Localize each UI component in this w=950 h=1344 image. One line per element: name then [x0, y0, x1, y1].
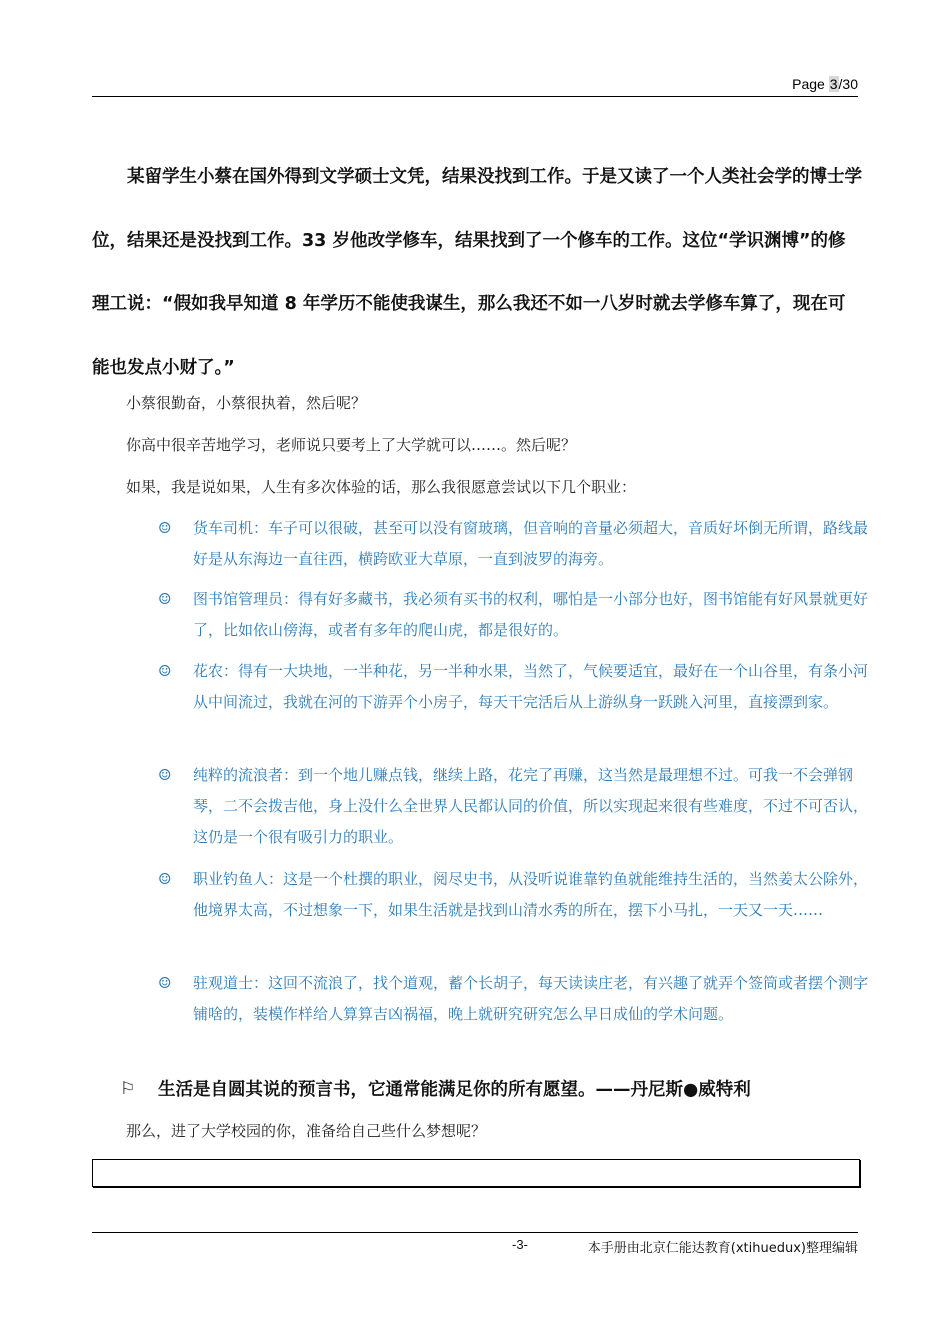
- flag-icon: ⚐: [120, 1078, 136, 1099]
- smiley-icon: ☺: [158, 870, 172, 888]
- current-page: 3: [829, 76, 838, 92]
- story-paragraph: 某留学生小蔡在国外得到文学硕士文凭，结果没找到工作。于是又读了一个人类社会学的博士学位，结果还是没找到工作。33 岁他改学修车，结果找到了一个修车的工作。这位“学识渊博”的修理工说：“假如我早知道 8 年学历不能使我谋生，那么我还不如一八岁时就去学修车算了，现在可能也发点小财了。”: [92, 167, 862, 378]
- footer-page-number: -3-: [512, 1237, 528, 1252]
- job-item: [158, 656, 868, 718]
- footer-credit: 本手册由北京仁能达教育(xtihuedux)整理编辑: [587, 1241, 858, 1256]
- smiley-icon: ☺: [158, 766, 172, 784]
- quote-line: [120, 1076, 751, 1101]
- job-item: [158, 968, 868, 1030]
- page-total: /30: [838, 76, 858, 92]
- job-item: [158, 864, 868, 926]
- page-prefix: Page: [792, 76, 829, 92]
- smiley-icon: ☺: [158, 590, 172, 608]
- answer-box[interactable]: [92, 1159, 860, 1187]
- quote-text: 生活是自圆其说的预言书，它通常能满足你的所有愿望。——丹尼斯●威特利: [158, 1080, 751, 1100]
- question-text: 那么，进了大学校园的你，准备给自己些什么梦想呢？: [126, 1122, 487, 1140]
- smiley-icon: ☺: [158, 974, 172, 992]
- job-item: [158, 513, 868, 575]
- job-text: 职业钓鱼人：这是一个杜撰的职业，阅尽史书，从没听说谁靠钓鱼就能维持生活的，当然姜太公除外，他境界太高，不过想象一下，如果生活就是找到山清水秀的所在，摆下小马扎，一天又一天……: [193, 870, 869, 919]
- page-footer: [92, 1232, 858, 1257]
- job-item: [158, 584, 868, 646]
- smiley-icon: ☺: [158, 662, 172, 680]
- job-text: 驻观道士：这回不流浪了，找个道观，蓄个长胡子，每天读读庄老，有兴趣了就弄个签筒或者摆个测字铺啥的，装模作样给人算算吉凶祸福，晚上就研究研究怎么早日成仙的学术问题。: [193, 974, 869, 1023]
- job-text: 花农：得有一大块地，一半种花，另一半种水果，当然了，气候要适宜，最好在一个山谷里，有条小河从中间流过，我就在河的下游弄个小房子，每天干完活后从上游纵身一跃跳入河里，直接漂到家。: [193, 662, 869, 711]
- page-indicator: [792, 76, 858, 92]
- job-item: [158, 760, 868, 853]
- line-1: 小蔡很勤奋，小蔡很执着，然后呢？: [126, 394, 367, 412]
- job-text: 纯粹的流浪者：到一个地儿赚点钱，继续上路，花完了再赚，这当然是最理想不过。可我一不会弹钢琴，二不会拨吉他，身上没什么全世界人民都认同的价值，所以实现起来很有些难度，不过不可否认，这仍是一个很有吸引力的职业。: [193, 766, 869, 846]
- page-header: [92, 76, 858, 97]
- line-2: 你高中很辛苦地学习，老师说只要考上了大学就可以……。然后呢？: [126, 436, 577, 454]
- job-text: 货车司机：车子可以很破，甚至可以没有窗玻璃，但音响的音量必须超大，音质好坏倒无所谓，路线最好是从东海边一直往西，横跨欧亚大草原，一直到波罗的海旁。: [193, 519, 869, 568]
- job-text: 图书馆管理员：得有好多藏书，我必须有买书的权利，哪怕是一小部分也好，图书馆能有好风景就更好了，比如依山傍海，或者有多年的爬山虎，都是很好的。: [193, 590, 869, 639]
- smiley-icon: ☺: [158, 519, 172, 537]
- line-3: 如果，我是说如果，人生有多次体验的话，那么我很愿意尝试以下几个职业：: [126, 478, 637, 496]
